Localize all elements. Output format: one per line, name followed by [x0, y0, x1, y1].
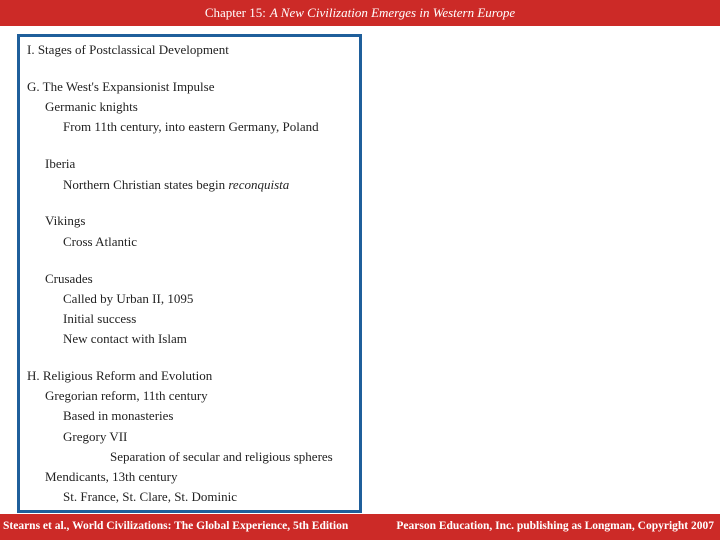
- outline-section-i: I. Stages of Postclassical Development: [27, 42, 229, 57]
- outline-subitem-mendicants: St. France, St. Clare, St. Dominic: [63, 489, 238, 504]
- footer-copyright: Pearson Education, Inc. publishing as Longman, Copyright 2007: [396, 520, 714, 532]
- chapter-number: Chapter 15:: [204, 5, 266, 20]
- outline-box: [17, 34, 362, 513]
- footer-bar: [0, 514, 720, 540]
- outline-item-iberia: Iberia: [45, 156, 76, 171]
- outline-subitem-crusades-2: Initial success: [63, 311, 137, 326]
- outline-subsubitem-separation: Separation of secular and religious spheres: [110, 449, 333, 464]
- outline-heading-g: G. The West's Expansionist Impulse: [27, 79, 215, 94]
- outline-subitem-crusades-1: Called by Urban II, 1095: [63, 291, 194, 306]
- iberia-detail-text: Northern Christian states begin: [63, 177, 229, 192]
- outline-item-vikings: Vikings: [45, 213, 86, 228]
- chapter-header: [0, 0, 720, 26]
- outline-item-germanic: Germanic knights: [45, 99, 138, 114]
- chapter-title: A New Civilization Emerges in Western Europe: [269, 5, 516, 20]
- footer-citation: Stearns et al., World Civilizations: The Global Experience, 5th Edition: [3, 520, 349, 532]
- outline-subitem-crusades-3: New contact with Islam: [63, 331, 187, 346]
- outline-item-gregorian: Gregorian reform, 11th century: [45, 388, 208, 403]
- reconquista-term: reconquista: [228, 177, 290, 192]
- outline-item-mendicants: Mendicants, 13th century: [45, 469, 178, 484]
- outline-item-crusades: Crusades: [45, 271, 93, 286]
- outline-subitem-gregorian-2: Gregory VII: [63, 429, 128, 444]
- outline-subitem-gregorian-1: Based in monasteries: [63, 408, 174, 423]
- outline-subitem-vikings: Cross Atlantic: [63, 234, 138, 249]
- outline-subitem-germanic: From 11th century, into eastern Germany, Poland: [63, 119, 319, 134]
- outline-subitem-iberia: [63, 177, 289, 193]
- outline-heading-h: H. Religious Reform and Evolution: [27, 368, 213, 383]
